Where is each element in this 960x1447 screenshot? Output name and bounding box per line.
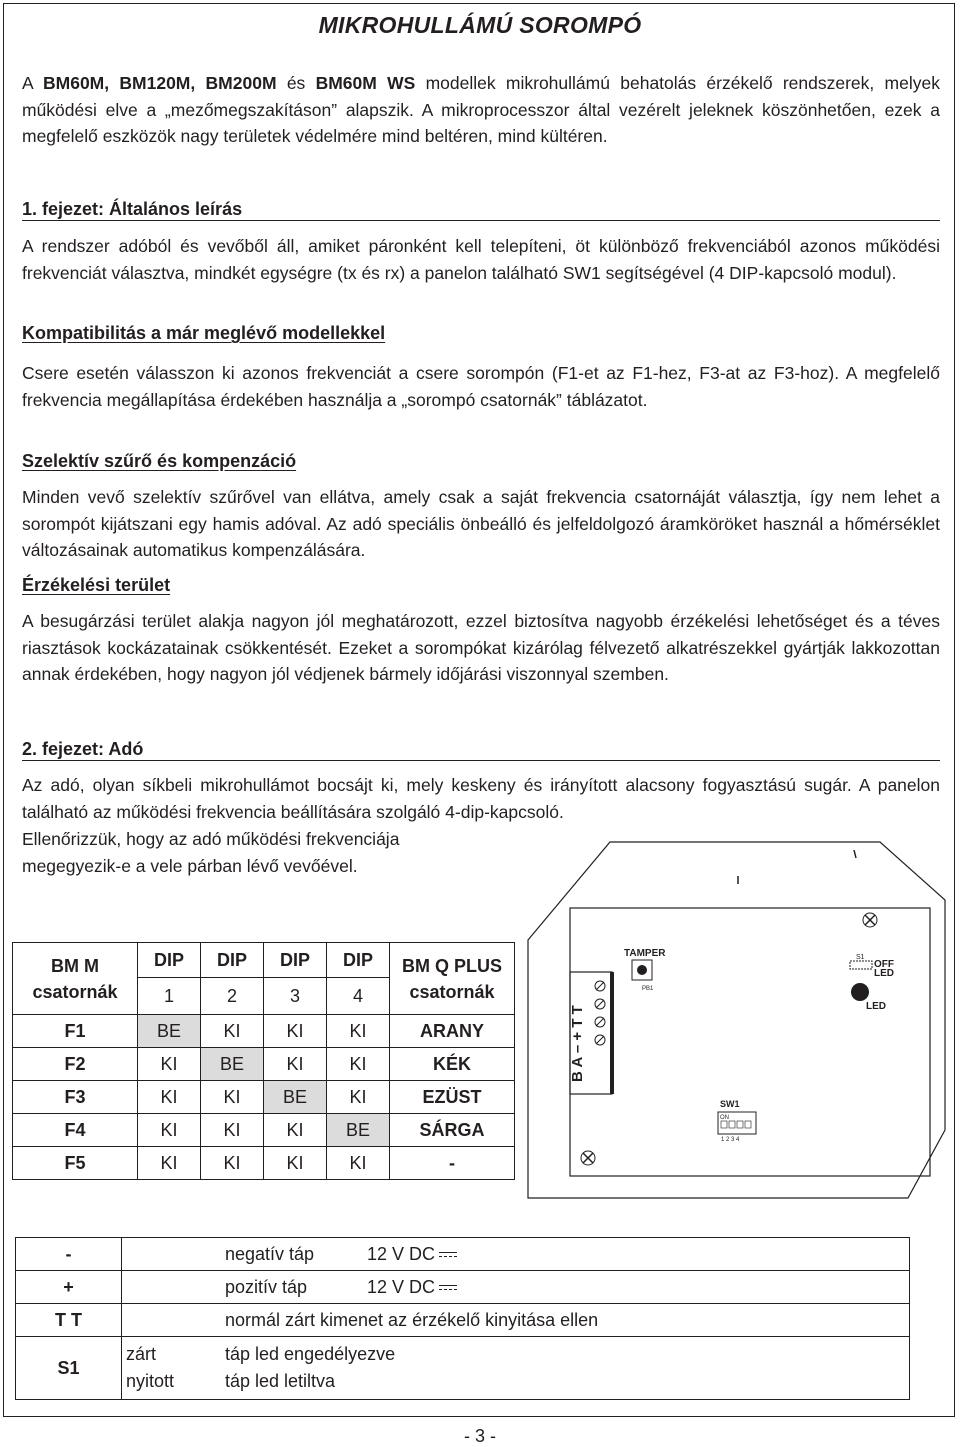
table-row bbox=[16, 1337, 910, 1400]
dip-cell: KI bbox=[201, 1015, 264, 1048]
board-notch bbox=[854, 850, 856, 858]
detection-text: A besugárzási terület alakja nagyon jól meghatározott, ezzel biztosítva nagyobb érzékelési lehetőséget és a téves riasztások kockázatainak csökkentését. Ezeket a sorompókat kizárólag félvezető alkatrészekkel gyártják lakkozottan annak érdekében, hogy nagyon jól védjenek bármely időjárási viszonnyal szemben. bbox=[22, 611, 940, 684]
channel-cell: F2 bbox=[13, 1048, 138, 1081]
compat-text: Csere esetén válasszon ki azonos frekvenciát a csere sorompón (F1-et az F1-hez, F3-at az F3-hoz). A megfelelő frekvencia megállapítása érdekében használja a „sorompó csatornák” táblázatot. bbox=[22, 363, 940, 410]
legend-mid bbox=[122, 1271, 222, 1304]
dip-cell: KI bbox=[327, 1081, 390, 1114]
intro-paragraph bbox=[22, 70, 940, 150]
dip-cell: KI bbox=[201, 1147, 264, 1180]
intro-a: A bbox=[22, 73, 33, 93]
page-number: - 3 - bbox=[463, 1426, 496, 1446]
dip-cell: BE bbox=[264, 1081, 327, 1114]
dip-number-3: 3 bbox=[264, 978, 327, 1015]
dip-number-2: 2 bbox=[201, 978, 264, 1015]
channel-table bbox=[12, 942, 515, 1180]
dip-cell: BE bbox=[327, 1114, 390, 1147]
legend-symbol: S1 bbox=[16, 1337, 122, 1400]
s1-closed-label: zárt bbox=[126, 1344, 157, 1364]
s1-off-label: OFF bbox=[874, 959, 894, 970]
selective-heading: Szelektív szűrő és kompenzáció bbox=[22, 451, 297, 471]
legend-mid bbox=[122, 1238, 222, 1271]
table-row bbox=[16, 1304, 910, 1337]
table-row bbox=[16, 1271, 910, 1304]
dip-cell: KI bbox=[138, 1114, 201, 1147]
led-label: LED bbox=[866, 1001, 886, 1012]
dip-switch-lever-icon bbox=[721, 1121, 751, 1128]
tamper-label: TAMPER bbox=[624, 948, 666, 959]
table-row bbox=[13, 1015, 515, 1048]
channel-header-line2: csatornák bbox=[32, 981, 118, 1002]
q-plus-header-line2: csatornák bbox=[409, 981, 495, 1002]
dip-header-4: DIP bbox=[327, 943, 390, 978]
q-cell: KÉK bbox=[390, 1048, 515, 1081]
legend-desc-text: negatív táp bbox=[225, 1243, 315, 1264]
legend-symbol: - bbox=[16, 1238, 122, 1271]
intro-models: BM60M, BM120M, BM200M bbox=[43, 73, 277, 93]
dip-cell: BE bbox=[138, 1015, 201, 1048]
channel-cell: F1 bbox=[13, 1015, 138, 1048]
dip-cell: KI bbox=[138, 1147, 201, 1180]
dip-cell: KI bbox=[327, 1048, 390, 1081]
dc-symbol-icon bbox=[439, 1250, 457, 1260]
legend-desc bbox=[221, 1271, 910, 1304]
s1-led-label: LED bbox=[874, 968, 894, 979]
dc-symbol-icon bbox=[439, 1283, 457, 1293]
legend-mid bbox=[122, 1304, 222, 1337]
dip-numbers: 1 2 3 4 bbox=[721, 1137, 740, 1143]
screw-icon bbox=[863, 913, 877, 927]
legend-symbol: + bbox=[16, 1271, 122, 1304]
channel-header bbox=[13, 943, 138, 1015]
table-row bbox=[13, 1114, 515, 1147]
intro-and: és bbox=[286, 73, 306, 93]
chapter2-note-line2: megegyezik-e a vele párban lévő vevőével. bbox=[22, 855, 358, 876]
legend-symbol: T T bbox=[16, 1304, 122, 1337]
chapter2-note-line1: Ellenőrizzük, hogy az adó működési frekvenciája bbox=[22, 829, 400, 849]
dip-cell: KI bbox=[264, 1015, 327, 1048]
dip-number-1: 1 bbox=[138, 978, 201, 1015]
led-icon bbox=[851, 983, 869, 1001]
channel-cell: F4 bbox=[13, 1114, 138, 1147]
legend-desc-text: pozitív táp bbox=[225, 1276, 308, 1297]
legend-voltage: 12 V DC bbox=[367, 1276, 436, 1297]
compat-heading: Kompatibilitás a már meglévő modellekkel bbox=[22, 323, 386, 343]
board-housing-outline bbox=[528, 842, 945, 1198]
s1-closed-desc: táp led engedélyezve bbox=[225, 1344, 396, 1364]
dip-cell: KI bbox=[138, 1048, 201, 1081]
selective-text: Minden vevő szelektív szűrővel van ellátva, amely csak a saját frekvencia csatornáját választja, így nem lehet a sorompót kijátszani egy hamis adóval. Az adó speciális önbeálló és jelfeldolgozó áramköröket használ a hőmérséklet változásainak automatikus kompenzálására. bbox=[22, 487, 940, 560]
legend-desc bbox=[221, 1337, 910, 1400]
terminal-screw-icon bbox=[595, 981, 605, 1045]
dip-cell: KI bbox=[264, 1048, 327, 1081]
dip-header-3: DIP bbox=[264, 943, 327, 978]
table-row bbox=[16, 1238, 910, 1271]
q-cell: ARANY bbox=[390, 1015, 515, 1048]
legend-desc: normál zárt kimenet az érzékelő kinyitása ellen bbox=[221, 1304, 910, 1337]
q-plus-header-line1: BM Q PLUS bbox=[401, 955, 502, 976]
pb1-label: PB1 bbox=[642, 986, 654, 992]
dip-cell: KI bbox=[201, 1114, 264, 1147]
dip-cell: KI bbox=[327, 1015, 390, 1048]
dip-cell: KI bbox=[138, 1081, 201, 1114]
dip-header-1: DIP bbox=[138, 943, 201, 978]
board-diagram bbox=[520, 820, 950, 1200]
table-row bbox=[13, 1081, 515, 1114]
q-cell: SÁRGA bbox=[390, 1114, 515, 1147]
dip-cell: KI bbox=[201, 1081, 264, 1114]
chapter1-text: A rendszer adóból és vevőből áll, amiket páronként kell telepíteni, öt különböző frekvenciából azonos működési frekvenciát választva, mindkét egységre (tx és rx) a panelon található SW1 segítségével (4 DIP-kapcsoló modul). bbox=[22, 236, 940, 283]
legend-mid bbox=[122, 1337, 222, 1400]
tamper-button-icon bbox=[637, 965, 647, 975]
q-plus-header bbox=[390, 943, 515, 1015]
legend-desc bbox=[221, 1238, 910, 1271]
screw-icon bbox=[581, 1151, 595, 1165]
dip-header-2: DIP bbox=[201, 943, 264, 978]
s1-jumper bbox=[850, 961, 872, 969]
page-title: MIKROHULLÁMÚ SOROMPÓ bbox=[318, 12, 642, 38]
legend-voltage: 12 V DC bbox=[367, 1243, 436, 1264]
q-cell: EZÜST bbox=[390, 1081, 515, 1114]
terminal-labels: B A – + T T bbox=[569, 1005, 586, 1082]
dip-cell: KI bbox=[327, 1147, 390, 1180]
sw1-label: SW1 bbox=[720, 1099, 740, 1109]
dip-cell: KI bbox=[264, 1147, 327, 1180]
intro-text: modellek mikrohullámú behatolás érzékelő rendszerek, melyek működési elve a „mezőmegszakításon” alapszik. A mikroprocesszor által vezérelt jeleknek köszönhetően, ezek a megfelelő eszközök nagy területek védelmére mind beltéren, mind kültéren. bbox=[22, 73, 940, 146]
dip-cell: BE bbox=[201, 1048, 264, 1081]
s1-open-label: nyitott bbox=[126, 1371, 175, 1391]
chapter1-heading: 1. fejezet: Általános leírás bbox=[22, 198, 940, 221]
q-cell: - bbox=[390, 1147, 515, 1180]
dip-on-label: ON bbox=[720, 1115, 729, 1121]
dip-number-4: 4 bbox=[327, 978, 390, 1015]
s1-label: S1 bbox=[856, 954, 865, 961]
wiring-legend bbox=[15, 1237, 910, 1400]
detection-heading: Érzékelési terület bbox=[22, 575, 171, 595]
dip-cell: KI bbox=[264, 1114, 327, 1147]
chapter2-heading: 2. fejezet: Adó bbox=[22, 738, 940, 761]
s1-open-desc: táp led letiltva bbox=[225, 1371, 336, 1391]
table-row bbox=[13, 1147, 515, 1180]
chapter2-note bbox=[22, 826, 522, 879]
chapter2-text: Az adó, olyan síkbeli mikrohullámot bocsájt ki, mely keskeny és irányított alacsony fogyasztású sugár. A panelon található az működési frekvencia beállítására szolgáló 4-dip-kapcsoló. bbox=[22, 775, 940, 822]
channel-cell: F3 bbox=[13, 1081, 138, 1114]
channel-cell: F5 bbox=[13, 1147, 138, 1180]
table-row bbox=[13, 1048, 515, 1081]
intro-model-ws: BM60M WS bbox=[315, 73, 416, 93]
channel-header-line1: BM M bbox=[51, 955, 99, 976]
